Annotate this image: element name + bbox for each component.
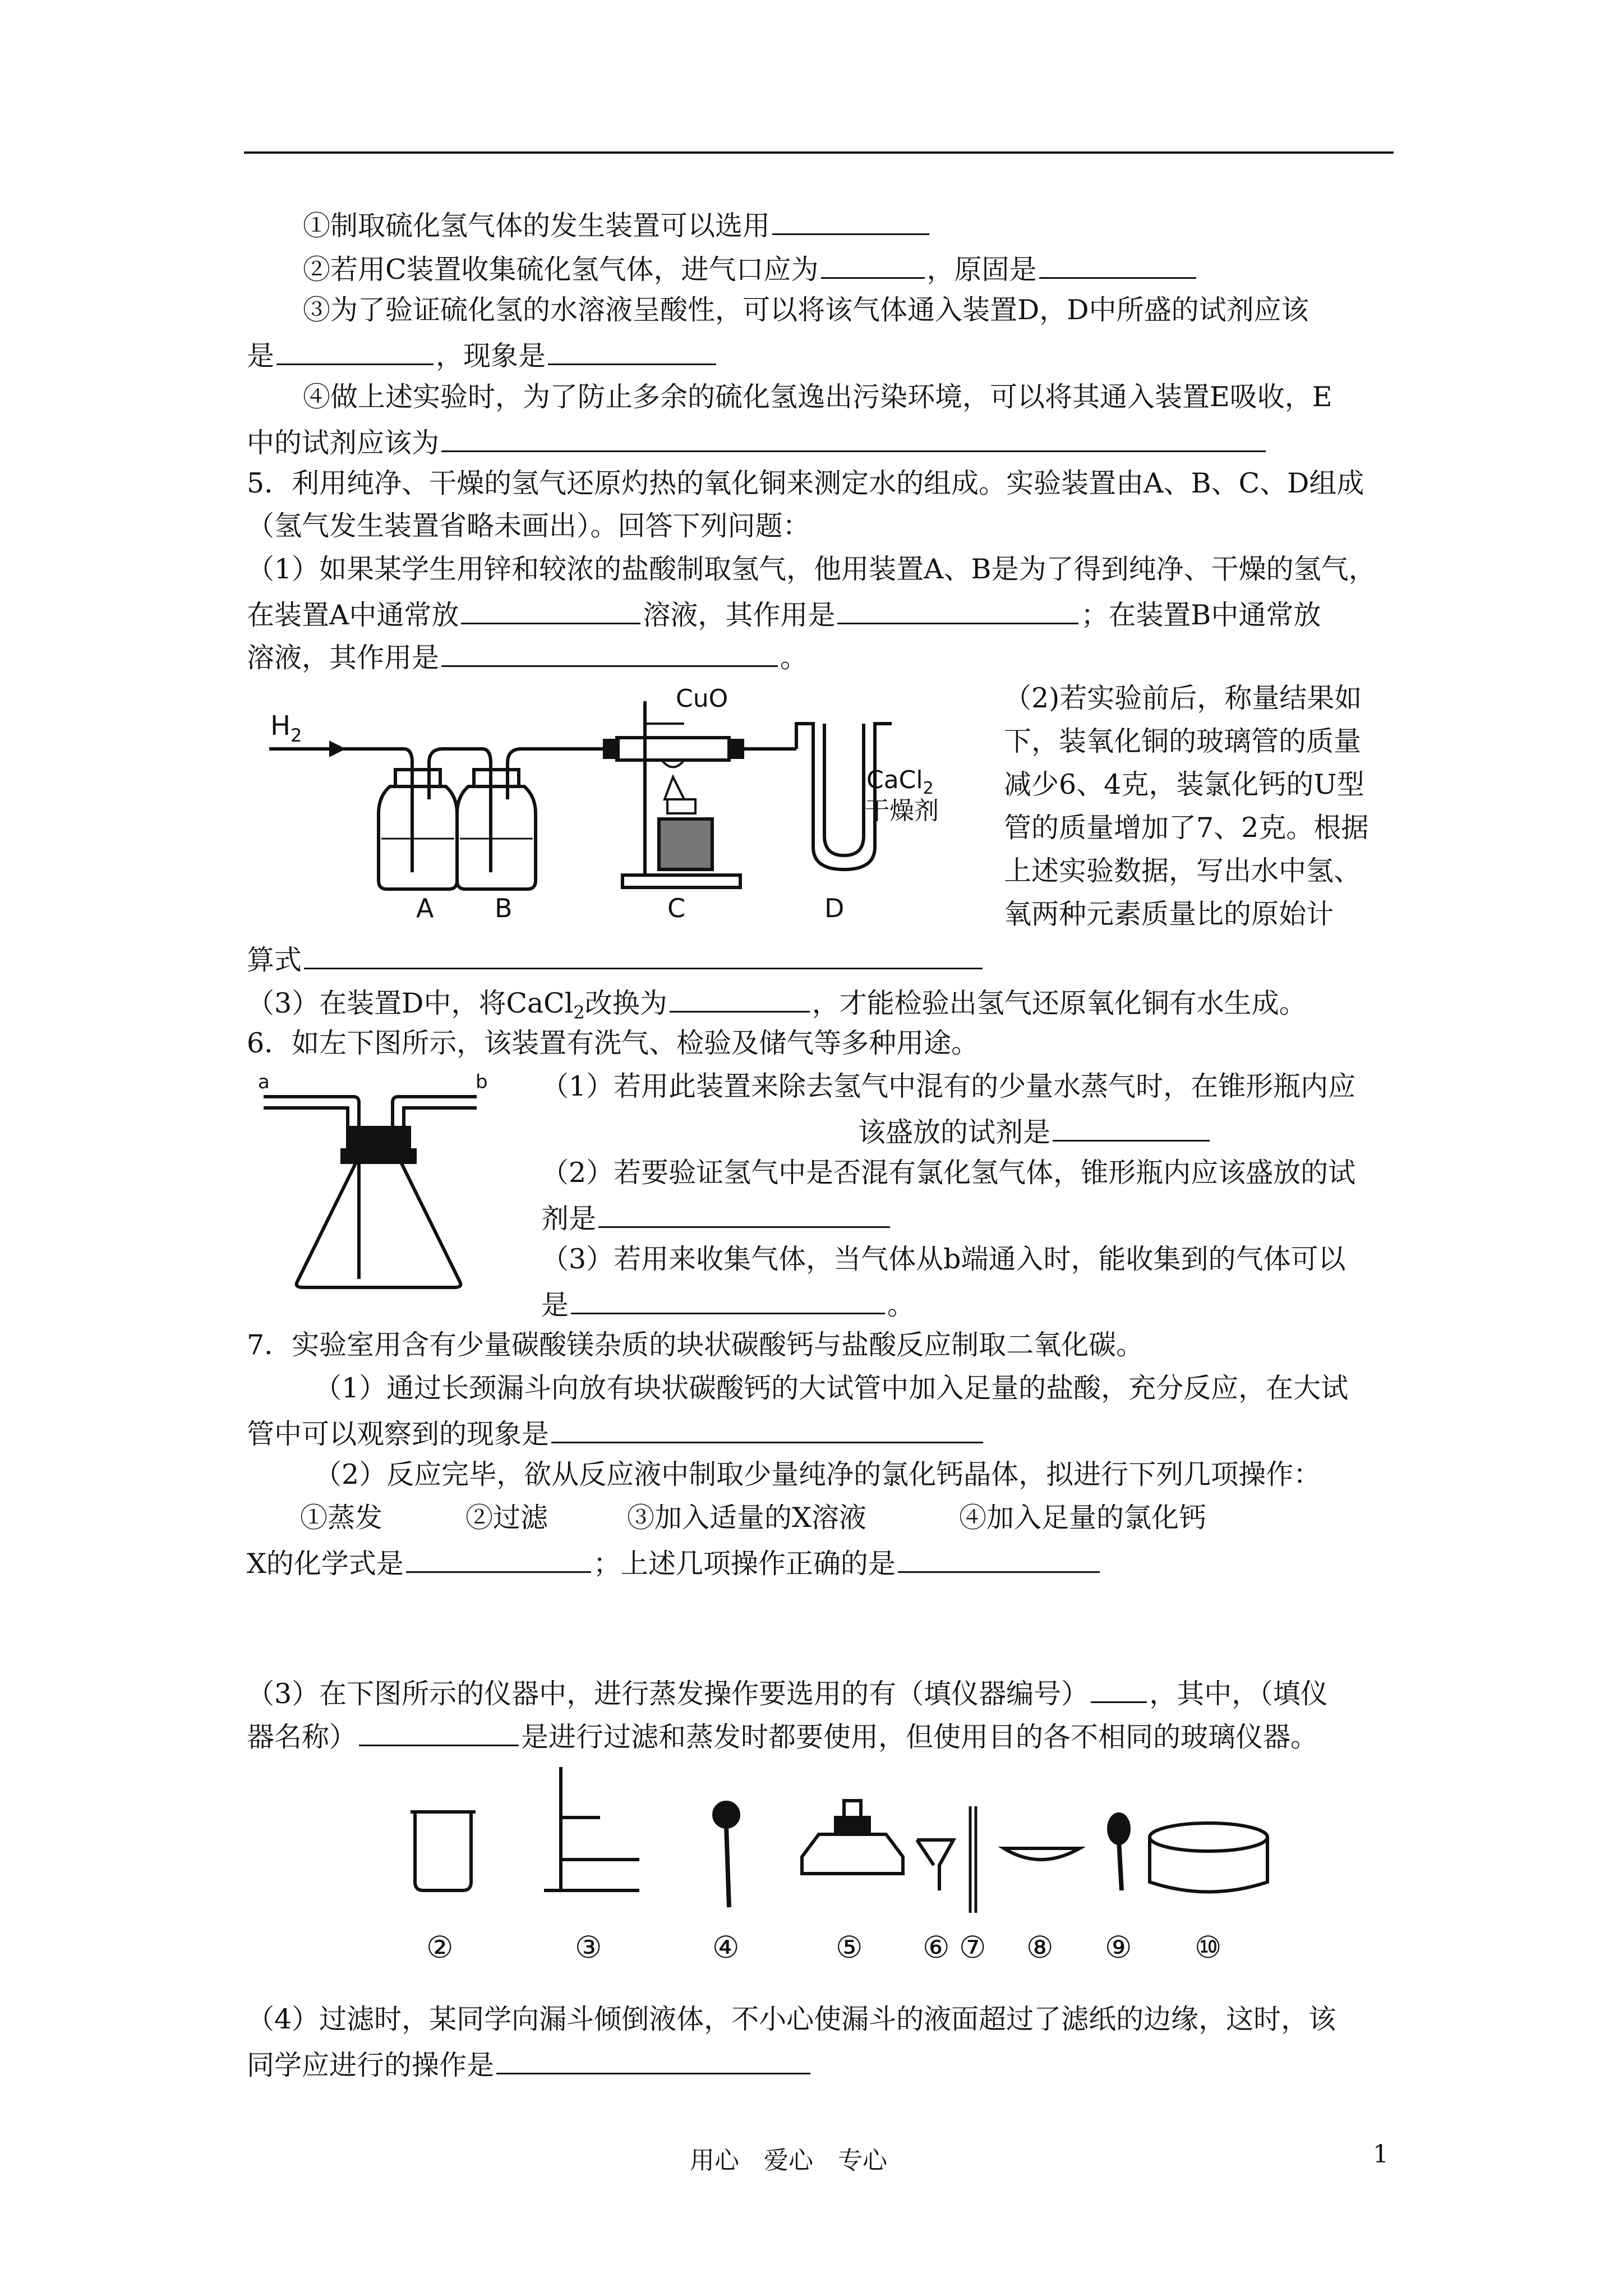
label-d: D — [824, 893, 845, 923]
label-b: B — [495, 893, 513, 923]
answer-blank[interactable] — [1091, 1674, 1147, 1703]
q7-op-4: ④加入足量的氯化钙 — [959, 1502, 1207, 1534]
q6-line6: （3）若用来收集气体，当气体从b端通入时，能收集到的气体可以 — [541, 1243, 1346, 1275]
q5-right-6: 氧两种元素质量比的原始计 — [1004, 898, 1334, 930]
q5-line4: 在装置A中通常放 溶液，其作用是 ；在装置B中通常放 — [247, 596, 1321, 632]
q4-line1: ①制取硫化氢气体的发生装置可以选用 — [303, 206, 932, 243]
label-c: C — [667, 893, 686, 923]
q5-line7: （3）在装置D中，将CaCl$_2$改换为 ，才能检验出氢气还原氧化铜有水生成。 — [247, 984, 1307, 1029]
instrument-label-3: ③ — [575, 1930, 602, 1965]
answer-blank[interactable] — [548, 337, 716, 365]
q6-line5: 剂是 — [541, 1199, 892, 1236]
q5-right-1: （2)若实验前后，称量结果如 — [1004, 682, 1362, 714]
q7-line2: （1）通过长颈漏斗向放有块状碳酸钙的大试管中加入足量的盐酸，充分反应，在大试 — [314, 1372, 1349, 1404]
q6-line4: （2）若要验证氢气中是否混有氯化氢气体，锥形瓶内应该盛放的试 — [541, 1157, 1356, 1189]
instrument-label-9: ⑨ — [1105, 1930, 1132, 1965]
dropper-icon — [1109, 1814, 1129, 1890]
label-a: A — [416, 893, 434, 923]
answer-blank[interactable] — [406, 1544, 591, 1573]
cuo-label: CuO — [676, 684, 728, 713]
answer-blank[interactable] — [898, 1544, 1100, 1573]
q5-line5: 溶液，其作用是 。 — [247, 638, 808, 675]
svg-text:CaCl2: CaCl$_2$ — [866, 766, 934, 798]
q4-line4: 是 ，现象是 — [247, 337, 718, 373]
answer-blank[interactable] — [441, 638, 778, 667]
q5-right-4: 管的质量增加了7、2克。根据 — [1004, 812, 1369, 844]
q5-line2: （氢气发生装置省略未画出）。回答下列问题： — [247, 510, 810, 542]
q4-line2: ②若用C装置收集硫化氢气体，进气口应为 ，原固是 — [303, 250, 1198, 287]
hydrogen-reduction-apparatus-figure — [258, 679, 987, 931]
answer-blank[interactable] — [359, 1718, 519, 1746]
iron-stand-icon — [544, 1767, 639, 1890]
instruments-figure — [393, 1761, 1458, 1975]
answer-blank[interactable] — [1053, 1113, 1210, 1142]
q7-line3: 管中可以观察到的现象是 — [247, 1415, 985, 1451]
thermometer-icon — [970, 1806, 976, 1913]
q7-op-1: ①蒸发 — [300, 1502, 383, 1534]
q6-line1: 6．如左下图所示，该装置有洗气、检验及储气等多种用途。 — [247, 1027, 979, 1059]
instrument-label-2: ② — [426, 1930, 454, 1965]
footer-motto: 用心 爱心 专心 — [690, 2146, 887, 2175]
answer-blank[interactable] — [461, 596, 640, 624]
answer-blank[interactable] — [837, 596, 1078, 624]
instrument-label-8: ⑧ — [1026, 1930, 1054, 1965]
end-b-label: b — [476, 1071, 488, 1093]
answer-blank[interactable] — [772, 206, 929, 235]
instrument-label-6: ⑥ — [923, 1930, 950, 1965]
q7-line9: （4）过滤时，某同学向漏斗倾倒液体，不小心使漏斗的液面超过了滤纸的边缘，这时，该 — [247, 2003, 1336, 2035]
q5-line3: （1）如果某学生用锌和较浓的盐酸制取氢气，他用装置A、B是为了得到纯净、干燥的氢气， — [247, 553, 1376, 585]
answer-blank[interactable] — [1039, 250, 1196, 279]
q4-line5: ④做上述实验时，为了防止多余的硫化氢逸出污染环境，可以将其通入装置E吸收，E — [303, 381, 1332, 413]
q5-line6: 算式 — [247, 941, 985, 977]
q4-line3: ③为了验证硫化氢的水溶液呈酸性，可以将该气体通入装置D，D中所盛的试剂应该 — [303, 294, 1309, 326]
q6-line7: 是 。 — [541, 1286, 915, 1322]
drying-agent-label: 干燥剂 — [865, 797, 939, 825]
q6-line3: 该盛放的试剂是 — [858, 1113, 1212, 1149]
answer-blank[interactable] — [598, 1199, 890, 1228]
answer-blank[interactable] — [551, 1415, 983, 1443]
q5-line1: 5．利用纯净、干燥的氢气还原灼热的氧化铜来测定水的组成。实验装置由A、B、C、D组成 — [247, 467, 1364, 499]
q7-line8: 器名称） 是进行过滤和蒸发时都要使用，但使用目的各不相同的玻璃仪器。 — [247, 1718, 1318, 1754]
end-a-label: a — [258, 1071, 270, 1093]
glass-rod-icon — [726, 1826, 729, 1907]
wash-bottle-figure — [258, 1066, 538, 1301]
instrument-label-10: ⑩ — [1195, 1930, 1222, 1965]
alcohol-lamp-icon — [802, 1801, 903, 1874]
instrument-label-7: ⑦ — [959, 1930, 986, 1965]
answer-blank[interactable] — [496, 2046, 810, 2074]
instrument-label-4: ④ — [712, 1930, 740, 1965]
q4-line6: 中的试剂应该为 — [247, 424, 1268, 460]
page-number: 1 — [1373, 2140, 1389, 2169]
instrument-label-5: ⑤ — [836, 1930, 863, 1965]
q5-right-3: 减少6、4克，装氯化钙的U型 — [1004, 769, 1364, 800]
beaker-icon — [411, 1812, 476, 1890]
crystallizing-dish-icon — [1150, 1823, 1267, 1892]
q7-line7: （3）在下图所示的仪器中，进行蒸发操作要选用的有（填仪器编号） ，其中，（填仪 — [247, 1674, 1328, 1711]
answer-blank[interactable] — [821, 250, 925, 279]
q7-line10: 同学应进行的操作是 — [247, 2046, 813, 2082]
q5-right-2: 下，装氧化铜的玻璃管的质量 — [1004, 725, 1362, 757]
q7-op-2: ②过滤 — [465, 1502, 548, 1534]
svg-text:H2: $H_2$ — [270, 710, 302, 746]
answer-blank[interactable] — [571, 1286, 885, 1314]
evaporating-dish-icon — [1004, 1848, 1080, 1860]
answer-blank[interactable] — [670, 984, 810, 1013]
q5-right-5: 上述实验数据，写出水中氢、 — [1004, 855, 1362, 887]
q7-line4: （2）反应完毕，欲从反应液中制取少量纯净的氯化钙晶体，拟进行下列几项操作： — [314, 1458, 1321, 1490]
funnel-icon — [917, 1840, 953, 1890]
q7-line6: X的化学式是 ；上述几项操作正确的是 — [247, 1544, 1102, 1581]
answer-blank[interactable] — [441, 424, 1266, 452]
q6-line2: （1）若用此装置来除去氢气中混有的少量水蒸气时，在锥形瓶内应 — [541, 1070, 1356, 1102]
q7-line1: 7．实验室用含有少量碳酸镁杂质的块状碳酸钙与盐酸反应制取二氧化碳。 — [247, 1329, 1144, 1361]
q7-op-3: ③加入适量的X溶液 — [627, 1502, 866, 1534]
answer-blank[interactable] — [276, 337, 434, 365]
header-rule — [244, 151, 1394, 154]
answer-blank[interactable] — [304, 941, 983, 969]
